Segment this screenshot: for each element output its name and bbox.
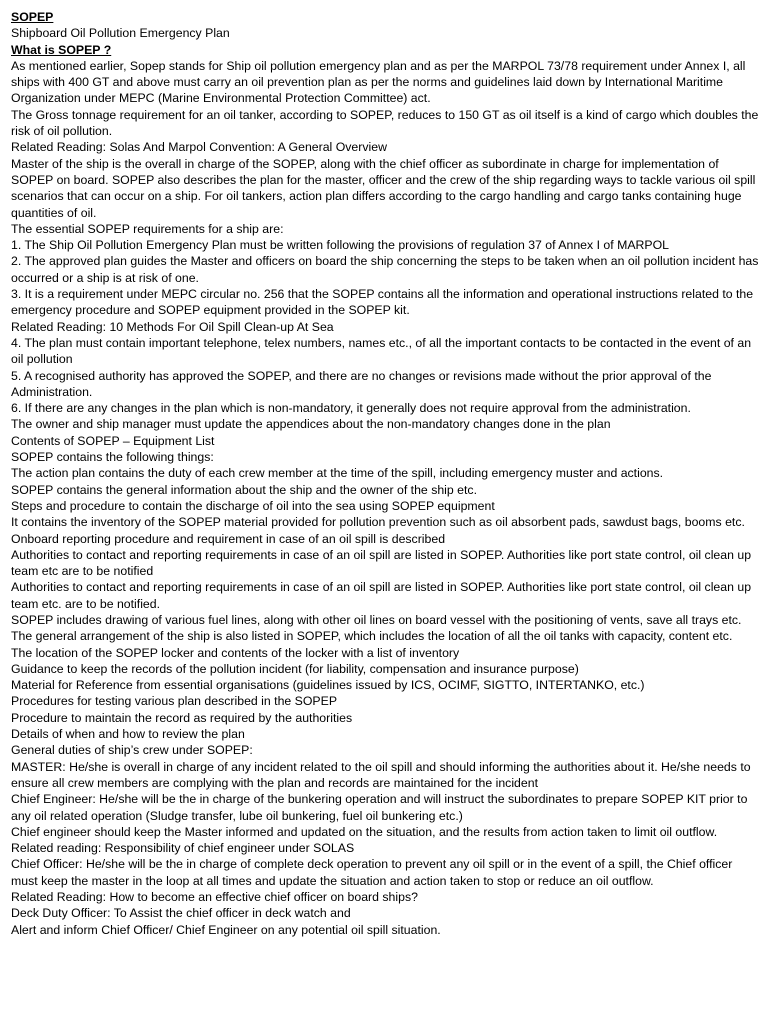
section-heading: Contents of SOPEP – Equipment List bbox=[11, 433, 215, 448]
duty-item: Deck Duty Officer: To Assist the chief officer in deck watch and bbox=[11, 906, 351, 921]
requirement-item: 2. The approved plan guides the Master and officers on board the ship concerning the steps to be taken when an oil pollution incident has occurred or a ship is at risk of one. bbox=[11, 254, 759, 285]
content-item: SOPEP contains the general information about the ship and the owner of the ship etc. bbox=[11, 482, 477, 497]
related-reading: Related reading: Responsibility of chief engineer under SOLAS bbox=[11, 841, 355, 856]
doc-subtitle: Shipboard Oil Pollution Emergency Plan bbox=[11, 26, 230, 41]
duty-item: Alert and inform Chief Officer/ Chief Engineer on any potential oil spill situation. bbox=[11, 922, 441, 937]
content-item: The action plan contains the duty of each crew member at the time of the spill, including emergency muster and actions. bbox=[11, 466, 664, 481]
paragraph: The Gross tonnage requirement for an oil tanker, according to SOPEP, reduces to 150 GT as oil itself is a kind of cargo which doubles the risk of oil pollution. bbox=[11, 107, 759, 139]
paragraph: The essential SOPEP requirements for a ship are: bbox=[11, 221, 284, 236]
requirement-item: 4. The plan must contain important telephone, telex numbers, names etc., of all the important contacts to be contacted in the event of an oil pollution bbox=[11, 335, 752, 367]
content-item: Onboard reporting procedure and requirement in case of an oil spill is described bbox=[11, 531, 446, 546]
related-reading: Related Reading: How to become an effective chief officer on board ships? bbox=[11, 890, 418, 905]
duty-item: MASTER: He/she is overall in charge of any incident related to the oil spill and should informing the authorities about it. He/she needs to ensure all crew members are complying with the plan and records are maintained for the incident bbox=[11, 759, 751, 790]
requirement-item: 5. A recognised authority has approved the SOPEP, and there are no changes or revisions made without the prior approval of the Administration. bbox=[11, 368, 712, 399]
content-item: Authorities to contact and reporting requirements in case of an oil spill are listed in SOPEP. Authorities like port state control, oil clean up team etc. are to be notified. bbox=[11, 580, 752, 611]
section-heading: General duties of ship’s crew under SOPEP: bbox=[11, 743, 253, 758]
document-body bbox=[11, 9, 761, 938]
related-reading: Related Reading: 10 Methods For Oil Spill Clean-up At Sea bbox=[11, 319, 334, 334]
duty-item: Chief engineer should keep the Master informed and updated on the situation, and the results from action taken to limit oil outflow. bbox=[11, 824, 718, 839]
paragraph: As mentioned earlier, Sopep stands for Ship oil pollution emergency plan and as per the MARPOL 73/78 requirement under Annex I, all ships with 400 GT and above must carry an oil prevention plan as per the norms and guidelines laid down by International Maritime Organization under MEPC (Marine Environmental Protection Committee) act. bbox=[11, 58, 746, 106]
content-item: The general arrangement of the ship is also listed in SOPEP, which includes the location of all the oil tanks with capacity, content etc. bbox=[11, 629, 733, 644]
related-reading: Related Reading: Solas And Marpol Convention: A General Overview bbox=[11, 140, 387, 155]
paragraph: SOPEP contains the following things: bbox=[11, 450, 214, 465]
content-item: Steps and procedure to contain the discharge of oil into the sea using SOPEP equipment bbox=[11, 498, 495, 513]
heading-what-is-sopep: What is SOPEP ? bbox=[11, 42, 112, 57]
requirement-item: 3. It is a requirement under MEPC circular no. 256 that the SOPEP contains all the information and operational instructions related to the emergency procedure and SOPEP equipment provided in the SOPEP kit. bbox=[11, 287, 754, 318]
content-item: Material for Reference from essential organisations (guidelines issued by ICS, OCIMF, SIGTTO, INTERTANKO, etc.) bbox=[11, 678, 645, 693]
requirement-item: 1. The Ship Oil Pollution Emergency Plan must be written following the provisions of regulation 37 of Annex I of MARPOL bbox=[11, 238, 670, 253]
content-item: The location of the SOPEP locker and contents of the locker with a list of inventory bbox=[11, 645, 460, 660]
paragraph: Master of the ship is the overall in charge of the SOPEP, along with the chief officer as subordinate in charge for implementation of SOPEP on board. SOPEP also describes the plan for the master, officer and the crew of the ship regarding ways to tackle various oil spill scenarios that can occur on a ship. For oil tankers, action plan differs according to the cargo handling and cargo tanks containing huge quantities of oil. bbox=[11, 156, 756, 220]
duty-item: Chief Officer: He/she will be the in charge of complete deck operation to prevent any oil spill or in the event of a spill, the Chief officer must keep the master in the loop at all times and update the situation and action taken to stop or reduce an oil outflow. bbox=[11, 857, 733, 888]
doc-title: SOPEP bbox=[11, 10, 54, 24]
content-item: SOPEP includes drawing of various fuel lines, along with other oil lines on board vessel with the positioning of vents, save all trays etc. bbox=[11, 612, 742, 627]
paragraph: The owner and ship manager must update the appendices about the non-mandatory changes done in the plan bbox=[11, 417, 611, 432]
content-item: Guidance to keep the records of the pollution incident (for liability, compensation and insurance purpose) bbox=[11, 661, 579, 676]
duty-item: Chief Engineer: He/she will be the in charge of the bunkering operation and will instruct the subordinates to prepare SOPEP KIT prior to any oil related operation (Sludge transfer, lube oil bunkering, fuel oil bunkering etc.) bbox=[11, 792, 748, 823]
content-item: It contains the inventory of the SOPEP material provided for pollution prevention such as oil absorbent pads, sawdust bags, booms etc. bbox=[11, 515, 745, 530]
requirement-item: 6. If there are any changes in the plan which is non-mandatory, it generally does not require approval from the administration. bbox=[11, 401, 691, 416]
content-item: Authorities to contact and reporting requirements in case of an oil spill are listed in SOPEP. Authorities like port state control, oil clean up team etc are to be notified bbox=[11, 547, 752, 579]
content-item: Procedures for testing various plan described in the SOPEP bbox=[11, 694, 338, 709]
content-item: Details of when and how to review the plan bbox=[11, 727, 245, 742]
content-item: Procedure to maintain the record as required by the authorities bbox=[11, 710, 353, 725]
